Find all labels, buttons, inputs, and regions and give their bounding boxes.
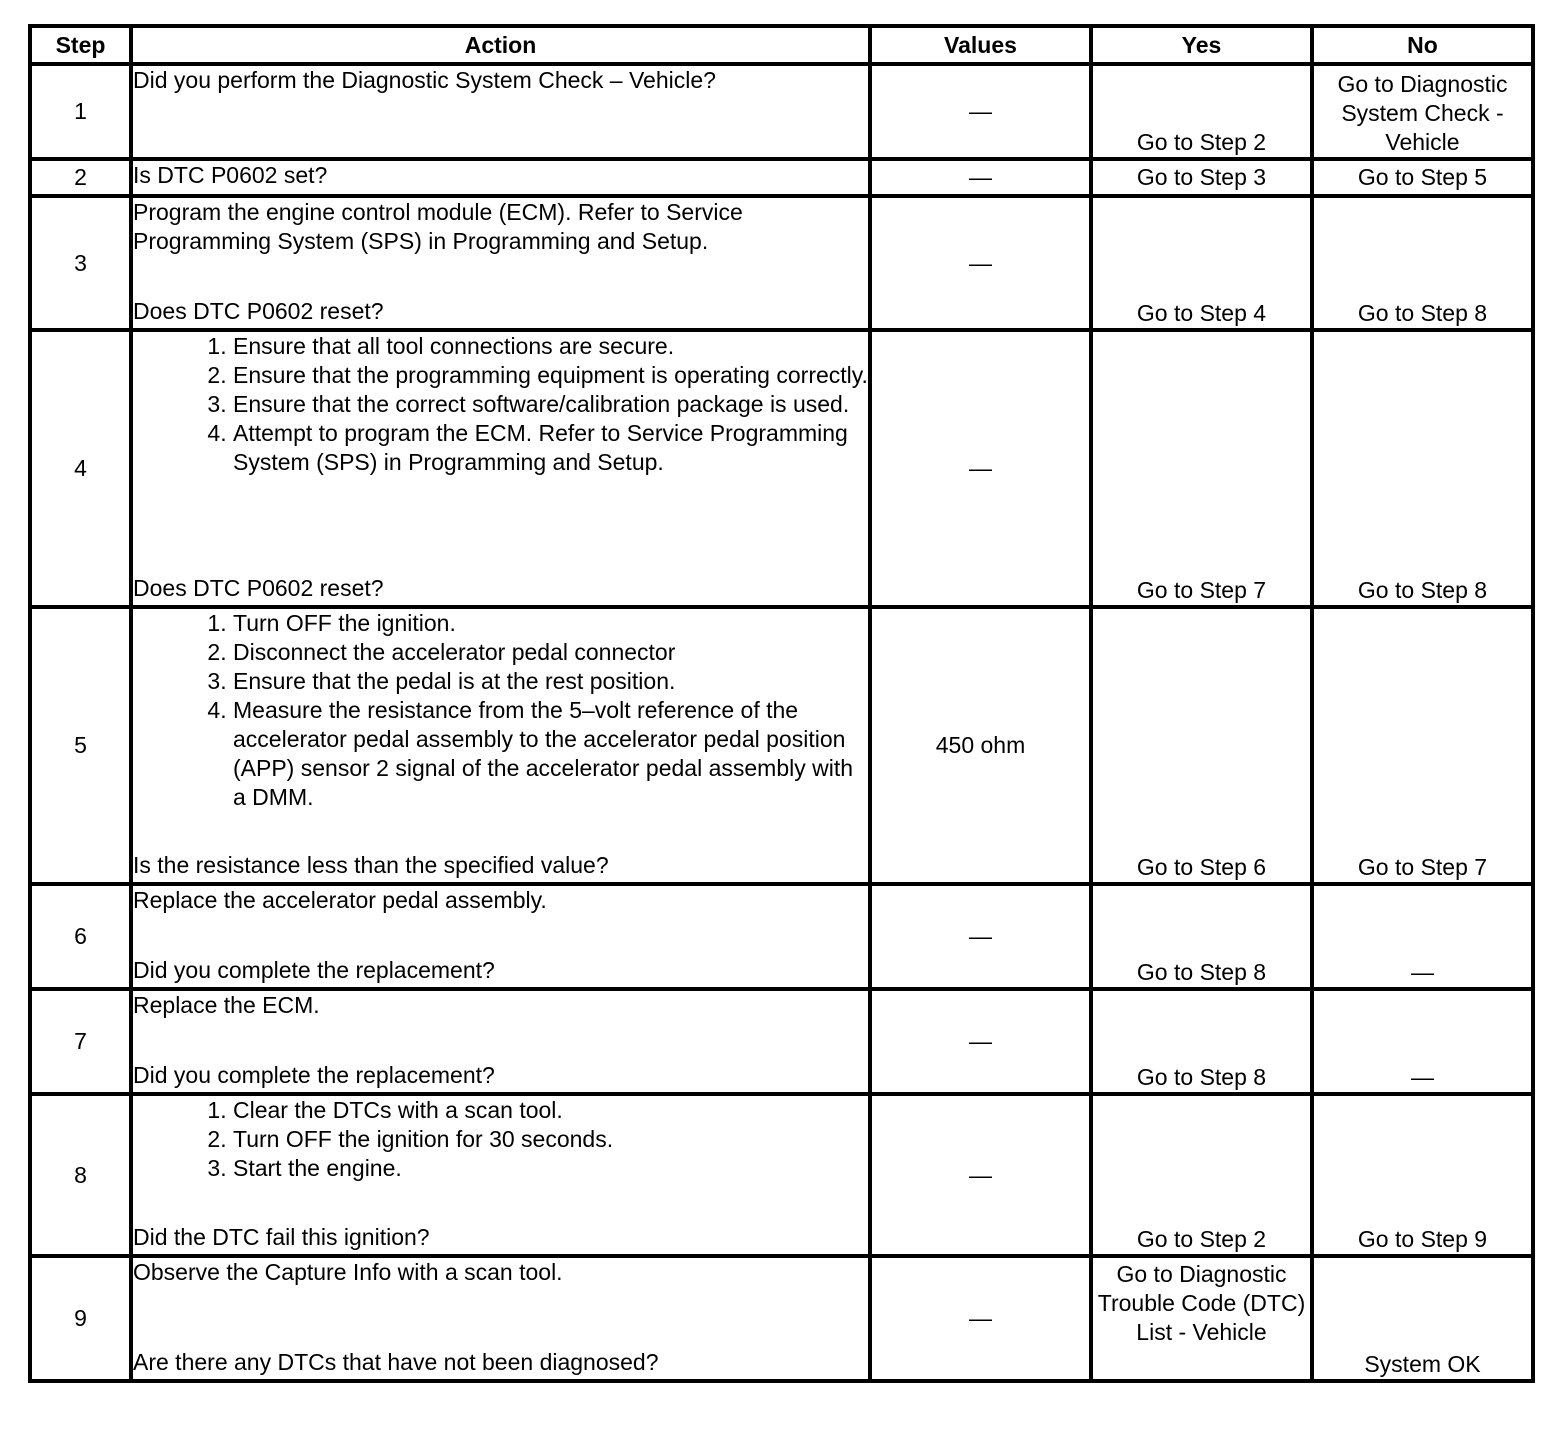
action-steps-list bbox=[133, 609, 868, 812]
value-cell: — bbox=[870, 330, 1091, 607]
action-step-item: 3. Ensure that the pedal is at the rest position. bbox=[233, 667, 868, 696]
step-number: 6 bbox=[30, 884, 131, 989]
header-values: Values bbox=[870, 26, 1091, 64]
diagnostic-table bbox=[28, 24, 1535, 1383]
yes-cell: Go to Step 2 bbox=[1091, 64, 1312, 159]
action-cell bbox=[131, 196, 870, 330]
action-question: Are there any DTCs that have not been diagnosed? bbox=[133, 1349, 659, 1375]
action-step-item: 1. Clear the DTCs with a scan tool. bbox=[233, 1096, 868, 1125]
step-number: 2 bbox=[30, 159, 131, 196]
action-top bbox=[133, 332, 868, 477]
value-cell: — bbox=[870, 196, 1091, 330]
action-step-item: 2. Ensure that the programming equipment is operating correctly. bbox=[233, 361, 868, 390]
action-step-item: 1. Turn OFF the ignition. bbox=[233, 609, 868, 638]
step-number: 5 bbox=[30, 607, 131, 884]
value-cell: — bbox=[870, 1256, 1091, 1381]
step-number: 9 bbox=[30, 1256, 131, 1381]
yes-cell: Go to Diagnostic Trouble Code (DTC) List - Vehicle bbox=[1091, 1256, 1312, 1381]
action-step-item: 4. Measure the resistance from the 5–volt reference of the accelerator pedal assembly to the accelerator pedal position (APP) sensor 2 signal of the accelerator pedal assembly with a DMM. bbox=[233, 696, 868, 812]
action-intro: Program the engine control module (ECM). Refer to Service Programming System (SPS) in Programming and Setup. bbox=[133, 199, 743, 254]
table-row bbox=[30, 607, 1533, 884]
action-step-item: 2. Turn OFF the ignition for 30 seconds. bbox=[233, 1125, 868, 1154]
action-cell bbox=[131, 159, 870, 196]
action-intro: Replace the accelerator pedal assembly. bbox=[133, 887, 547, 913]
no-cell: System OK bbox=[1312, 1256, 1533, 1381]
action-content bbox=[133, 991, 868, 1090]
value-cell: — bbox=[870, 989, 1091, 1094]
action-cell bbox=[131, 607, 870, 884]
action-intro: Is DTC P0602 set? bbox=[133, 162, 328, 188]
action-question: Does DTC P0602 reset? bbox=[133, 575, 384, 601]
step-number: 4 bbox=[30, 330, 131, 607]
header-yes: Yes bbox=[1091, 26, 1312, 64]
action-top bbox=[133, 886, 868, 915]
action-cell bbox=[131, 64, 870, 159]
action-content bbox=[133, 609, 868, 880]
no-cell: — bbox=[1312, 989, 1533, 1094]
no-cell: Go to Step 9 bbox=[1312, 1094, 1533, 1256]
action-top bbox=[133, 991, 868, 1020]
action-question: Does DTC P0602 reset? bbox=[133, 298, 384, 324]
action-step-item: 3. Ensure that the correct software/calibration package is used. bbox=[233, 390, 868, 419]
header-step: Step bbox=[30, 26, 131, 64]
table-row bbox=[30, 64, 1533, 159]
action-question: Is the resistance less than the specified value? bbox=[133, 852, 609, 878]
action-steps-list bbox=[133, 1096, 868, 1183]
table-row bbox=[30, 196, 1533, 330]
header-no: No bbox=[1312, 26, 1533, 64]
action-top bbox=[133, 1096, 868, 1183]
yes-cell: Go to Step 2 bbox=[1091, 1094, 1312, 1256]
action-cell bbox=[131, 884, 870, 989]
table-row bbox=[30, 159, 1533, 196]
value-cell: — bbox=[870, 159, 1091, 196]
header-row bbox=[30, 26, 1533, 64]
action-intro: Observe the Capture Info with a scan tool. bbox=[133, 1259, 563, 1285]
action-step-item: 3. Start the engine. bbox=[233, 1154, 868, 1183]
yes-cell: Go to Step 7 bbox=[1091, 330, 1312, 607]
action-content bbox=[133, 66, 868, 155]
action-top bbox=[133, 1258, 868, 1287]
action-content bbox=[133, 161, 868, 192]
action-top bbox=[133, 609, 868, 812]
action-step-item: 4. Attempt to program the ECM. Refer to Service Programming System (SPS) in Programming and Setup. bbox=[233, 419, 868, 477]
action-question: Did you complete the replacement? bbox=[133, 1062, 495, 1088]
value-cell: — bbox=[870, 1094, 1091, 1256]
no-cell: Go to Step 8 bbox=[1312, 330, 1533, 607]
action-content bbox=[133, 198, 868, 326]
table-row bbox=[30, 1256, 1533, 1381]
table-row bbox=[30, 989, 1533, 1094]
yes-cell: Go to Step 8 bbox=[1091, 989, 1312, 1094]
value-cell: 450 ohm bbox=[870, 607, 1091, 884]
header-action: Action bbox=[131, 26, 870, 64]
yes-cell: Go to Step 4 bbox=[1091, 196, 1312, 330]
action-top bbox=[133, 198, 868, 256]
action-top bbox=[133, 161, 868, 190]
action-content bbox=[133, 1096, 868, 1252]
step-number: 1 bbox=[30, 64, 131, 159]
action-intro: Replace the ECM. bbox=[133, 992, 320, 1018]
no-cell: Go to Diagnostic System Check - Vehicle bbox=[1312, 64, 1533, 159]
action-question: Did the DTC fail this ignition? bbox=[133, 1224, 430, 1250]
value-cell: — bbox=[870, 884, 1091, 989]
yes-cell: Go to Step 6 bbox=[1091, 607, 1312, 884]
action-content bbox=[133, 1258, 868, 1377]
yes-cell: Go to Step 8 bbox=[1091, 884, 1312, 989]
action-cell bbox=[131, 330, 870, 607]
no-cell: Go to Step 8 bbox=[1312, 196, 1533, 330]
action-content bbox=[133, 332, 868, 603]
action-question: Did you complete the replacement? bbox=[133, 957, 495, 983]
action-step-item: 2. Disconnect the accelerator pedal connector bbox=[233, 638, 868, 667]
action-content bbox=[133, 886, 868, 985]
action-cell bbox=[131, 989, 870, 1094]
table-row bbox=[30, 330, 1533, 607]
table-row bbox=[30, 884, 1533, 989]
action-intro: Did you perform the Diagnostic System Check – Vehicle? bbox=[133, 67, 716, 93]
action-step-item: 1. Ensure that all tool connections are secure. bbox=[233, 332, 868, 361]
value-cell: — bbox=[870, 64, 1091, 159]
no-cell: — bbox=[1312, 884, 1533, 989]
action-steps-list bbox=[133, 332, 868, 477]
yes-cell: Go to Step 3 bbox=[1091, 159, 1312, 196]
table-row bbox=[30, 1094, 1533, 1256]
no-cell: Go to Step 7 bbox=[1312, 607, 1533, 884]
action-top bbox=[133, 66, 868, 95]
action-cell bbox=[131, 1094, 870, 1256]
step-number: 7 bbox=[30, 989, 131, 1094]
step-number: 3 bbox=[30, 196, 131, 330]
table-body bbox=[30, 64, 1533, 1381]
step-number: 8 bbox=[30, 1094, 131, 1256]
no-cell: Go to Step 5 bbox=[1312, 159, 1533, 196]
action-cell bbox=[131, 1256, 870, 1381]
